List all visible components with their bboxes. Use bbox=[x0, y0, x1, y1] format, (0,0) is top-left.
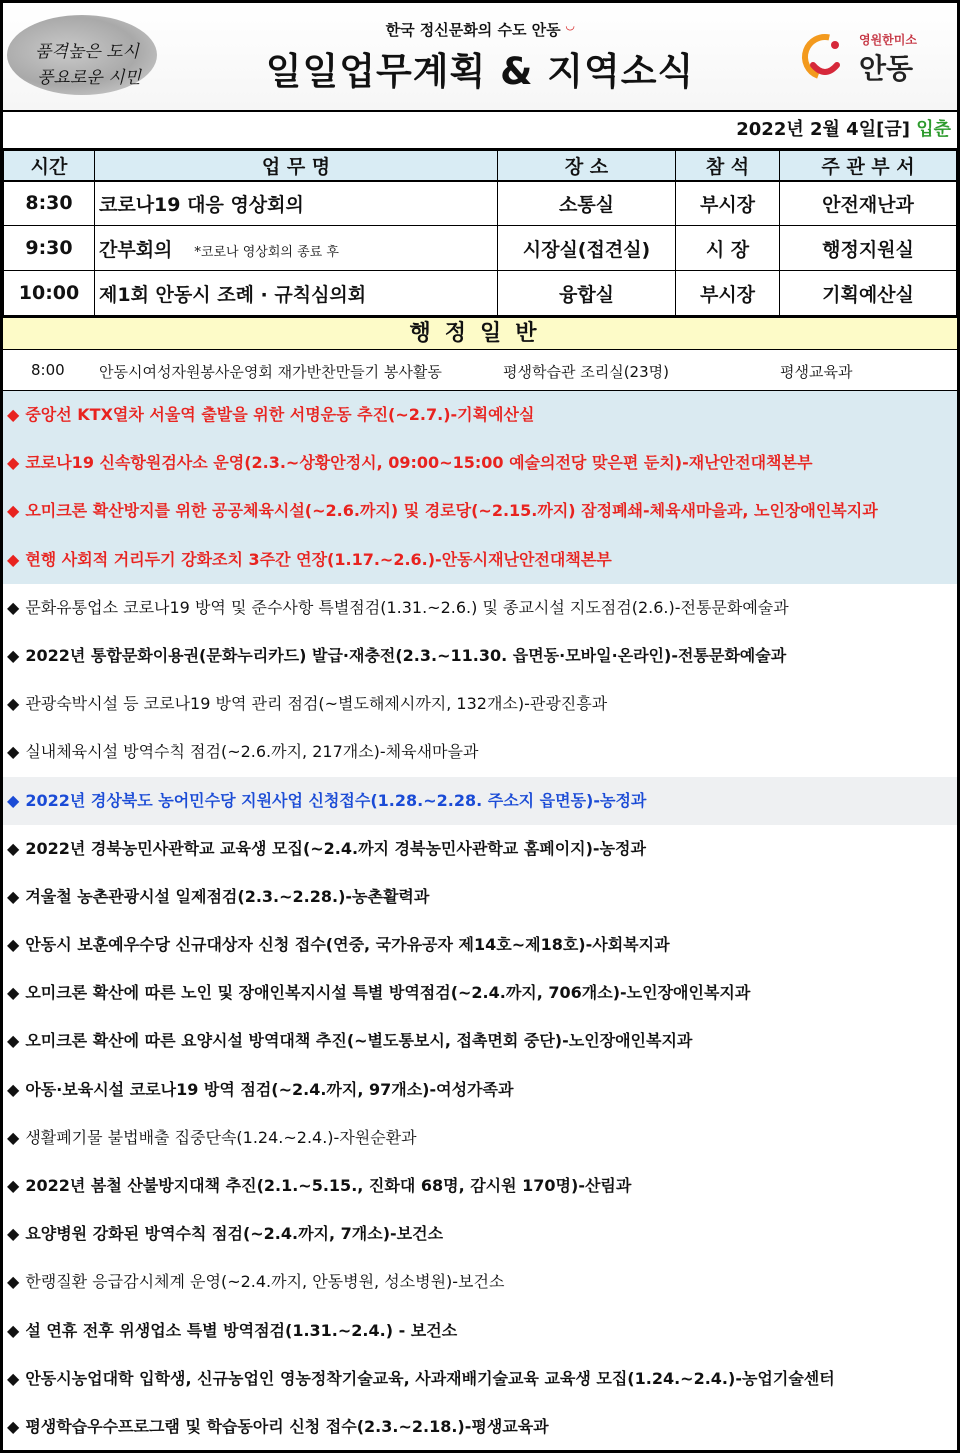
list-item bbox=[3, 921, 957, 969]
list-item bbox=[3, 873, 957, 921]
list-item bbox=[3, 1258, 957, 1306]
row-dept: 기획예산실 bbox=[780, 271, 957, 316]
list-item bbox=[3, 728, 957, 776]
andong-logo bbox=[799, 25, 939, 91]
row-place: 시장실(접견실) bbox=[498, 226, 676, 271]
diamond-bullet-icon: ◆ bbox=[7, 742, 20, 762]
solar-term: 입춘 bbox=[916, 119, 951, 140]
diamond-bullet-icon: ◆ bbox=[7, 1176, 20, 1195]
header-time: 시간 bbox=[4, 151, 95, 181]
list-item bbox=[3, 1114, 957, 1162]
row-place: 융합실 bbox=[498, 271, 676, 316]
news-text: 2022년 경상북도 농어민수당 지원사업 신청접수(1.28.~2.28. 주소지 읍면동)-농정과 bbox=[25, 790, 647, 810]
diamond-bullet-icon: ◆ bbox=[7, 453, 20, 473]
news-text: 겨울철 농촌관광시설 일제점검(2.3.~2.28.)-농촌활력과 bbox=[25, 886, 430, 906]
list-item bbox=[3, 1403, 957, 1451]
news-text: 안동시농업대학 입학생, 신규농업인 영농정착기술교육, 사과재배기술교육 교육생 모집(1.24.~2.4.)-농업기술센터 bbox=[25, 1368, 835, 1388]
news-text: 현행 사회적 거리두기 강화조치 3주간 연장(1.17.~2.6.)-안동시재난안전대책본부 bbox=[25, 549, 612, 569]
news-text: 문화유통업소 코로나19 방역 및 준수사항 특별점검(1.31.~2.6.) 및 종교시설 지도점검(2.6.)-전통문화예술과 bbox=[25, 597, 789, 617]
diamond-bullet-icon: ◆ bbox=[7, 1416, 20, 1436]
logo-city-name: 안동 bbox=[859, 52, 914, 85]
list-item bbox=[3, 487, 957, 535]
diamond-bullet-icon: ◆ bbox=[7, 645, 20, 665]
header-place: 장 소 bbox=[498, 151, 676, 181]
news-text: 관광숙박시설 등 코로나19 방역 관리 점검(~별도해제시까지, 132개소)-관광진흥과 bbox=[25, 694, 608, 714]
row-task bbox=[95, 226, 498, 271]
row-task-text: 코로나19 대응 영상회의 bbox=[99, 193, 304, 216]
diamond-bullet-icon: ◆ bbox=[7, 1368, 20, 1388]
news-text: 아동·보육시설 코로나19 방역 점검(~2.4.까지, 97개소)-여성가족과 bbox=[25, 1079, 514, 1099]
row-time: 9:30 bbox=[4, 226, 95, 271]
row-time: 10:00 bbox=[4, 271, 95, 316]
diamond-bullet-icon: ◆ bbox=[7, 983, 20, 1003]
row-task bbox=[95, 181, 498, 226]
slogan-line-1: 품격높은 도시 bbox=[35, 42, 139, 62]
diamond-bullet-icon: ◆ bbox=[7, 501, 20, 521]
news-text: 중앙선 KTX열차 서울역 출발을 위한 서명운동 추진(~2.7.)-기획예산실 bbox=[25, 405, 535, 424]
header-dept: 주 관 부 서 bbox=[780, 151, 957, 181]
schedule-header-row bbox=[4, 151, 957, 181]
news-text: 2022년 통합문화이용권(문화누리카드) 발급·재충전(2.3.~11.30. 읍면동·모바일·온라인)-전통문화예술과 bbox=[25, 645, 787, 665]
row-place: 소통실 bbox=[498, 181, 676, 226]
news-text: 한랭질환 응급감시체계 운영(~2.4.까지, 안동병원, 성소병원)-보건소 bbox=[25, 1272, 505, 1292]
page-title: 일일업무계획 & 지역소식 bbox=[265, 50, 695, 93]
diamond-bullet-icon: ◆ bbox=[7, 935, 20, 955]
header-task: 업 무 명 bbox=[95, 151, 498, 181]
news-text: 안동시 보훈예우수당 신규대상자 신청 접수(연중, 국가유공자 제14호~제18호)-사회복지과 bbox=[25, 935, 670, 955]
news-text: 2022년 경북농민사관학교 교육생 모집(~2.4.까지 경북농민사관학교 홈페이지)-농정과 bbox=[25, 838, 646, 858]
list-item bbox=[3, 825, 957, 873]
list-item bbox=[3, 680, 957, 728]
diamond-bullet-icon: ◆ bbox=[7, 1272, 20, 1292]
row-dept: 행정지원실 bbox=[780, 226, 957, 271]
list-item bbox=[3, 1355, 957, 1403]
local-news-list bbox=[3, 391, 957, 1451]
row-attendee: 부시장 bbox=[676, 181, 780, 226]
diamond-bullet-icon: ◆ bbox=[7, 1320, 20, 1340]
diamond-bullet-icon: ◆ bbox=[7, 790, 20, 810]
diamond-bullet-icon: ◆ bbox=[7, 1079, 20, 1099]
list-item bbox=[3, 1066, 957, 1114]
news-text: 설 연휴 전후 위생업소 특별 방역점검(1.31.~2.4.) - 보건소 bbox=[25, 1320, 458, 1340]
news-text: 요양병원 강화된 방역수칙 점검(~2.4.까지, 7개소)-보건소 bbox=[25, 1224, 444, 1244]
diamond-bullet-icon: ◆ bbox=[7, 405, 20, 424]
list-item bbox=[3, 439, 957, 487]
news-text: 실내체육시설 방역수칙 점검(~2.6.까지, 217개소)-체육새마을과 bbox=[25, 742, 479, 762]
list-item bbox=[3, 584, 957, 632]
general-admin-row bbox=[3, 350, 957, 391]
row-task-note: *코로나 영상회의 종료 후 bbox=[194, 244, 339, 260]
list-item bbox=[3, 777, 957, 825]
row-dept: 안전재난과 bbox=[780, 181, 957, 226]
header bbox=[3, 3, 957, 112]
row-time: 8:30 bbox=[4, 181, 95, 226]
diamond-bullet-icon: ◆ bbox=[7, 1127, 20, 1147]
row-task-text: 간부회의 bbox=[99, 238, 173, 261]
date-bar bbox=[3, 112, 957, 150]
diamond-bullet-icon: ◆ bbox=[7, 597, 20, 617]
news-text: 코로나19 신속항원검사소 운영(2.3.~상황안정시, 09:00~15:00 예술의전당 맞은편 둔치)-재난안전대책본부 bbox=[25, 453, 813, 473]
logo-slogan: 영원한미소 bbox=[859, 33, 917, 47]
general-time: 8:00 bbox=[31, 361, 65, 379]
subtitle-text: 한국 정신문화의 수도 안동 bbox=[385, 21, 561, 39]
news-text: 2022년 봄철 산불방지대책 추진(2.1.~5.15., 진화대 68명, 감시원 170명)-산림과 bbox=[25, 1176, 632, 1195]
row-task bbox=[95, 271, 498, 316]
general-task: 안동시여성자원봉사운영회 재가반찬만들기 봉사활동 bbox=[99, 363, 442, 381]
schedule-table bbox=[3, 150, 957, 316]
andong-logo-mark-icon bbox=[799, 31, 851, 83]
table-row bbox=[4, 271, 957, 316]
table-row bbox=[4, 181, 957, 226]
table-row bbox=[4, 226, 957, 271]
list-item bbox=[3, 969, 957, 1017]
row-attendee: 시 장 bbox=[676, 226, 780, 271]
header-attendee: 참 석 bbox=[676, 151, 780, 181]
news-text: 오미크론 확산에 따른 노인 및 장애인복지시설 특별 방역점검(~2.4.까지, 706개소)-노인장애인복지과 bbox=[25, 983, 751, 1003]
slogan-line-2: 풍요로운 시민 bbox=[37, 68, 141, 88]
list-item bbox=[3, 1210, 957, 1258]
list-item bbox=[3, 391, 957, 439]
list-item bbox=[3, 1162, 957, 1210]
list-item bbox=[3, 1017, 957, 1065]
general-place: 평생학습관 조리실(23명) bbox=[503, 363, 669, 381]
date-text: 2022년 2월 4일[금] bbox=[736, 119, 910, 140]
diamond-bullet-icon: ◆ bbox=[7, 1031, 20, 1051]
general-admin-heading: 행정일반 bbox=[3, 316, 957, 350]
diamond-bullet-icon: ◆ bbox=[7, 838, 20, 858]
smile-mark-icon: ◡ bbox=[565, 19, 575, 32]
row-task-text: 제1회 안동시 조례 · 규칙심의회 bbox=[99, 283, 367, 306]
news-text: 평생학습우수프로그램 및 학습동아리 신청 접수(2.3.~2.18.)-평생교육과 bbox=[25, 1416, 549, 1436]
diamond-bullet-icon: ◆ bbox=[7, 549, 20, 569]
row-attendee: 부시장 bbox=[676, 271, 780, 316]
diamond-bullet-icon: ◆ bbox=[7, 886, 20, 906]
diamond-bullet-icon: ◆ bbox=[7, 1224, 20, 1244]
list-item bbox=[3, 1307, 957, 1355]
news-text: 오미크론 확산방지를 위한 공공체육시설(~2.6.까지) 및 경로당(~2.15.까지) 잠정폐쇄-체육새마을과, 노인장애인복지과 bbox=[25, 501, 878, 521]
diamond-bullet-icon: ◆ bbox=[7, 694, 20, 714]
list-item bbox=[3, 632, 957, 680]
list-item bbox=[3, 536, 957, 584]
general-dept: 평생교육과 bbox=[780, 363, 853, 381]
news-text: 생활폐기물 불법배출 집중단속(1.24.~2.4.)-자원순환과 bbox=[25, 1127, 417, 1147]
news-text: 오미크론 확산에 따른 요양시설 방역대책 추진(~별도통보시, 접촉면회 중단)-노인장애인복지과 bbox=[25, 1031, 693, 1051]
